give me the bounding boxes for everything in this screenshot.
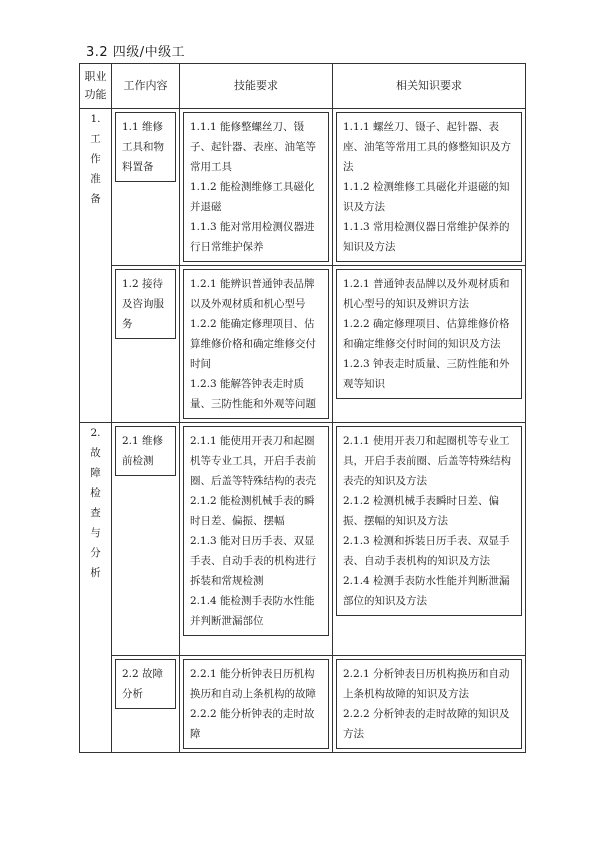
requirements-table	[79, 63, 526, 753]
skill-item: 2.1.4 能检测手表防水性能并判断泄漏部位	[190, 595, 315, 627]
knowledge-item: 2.1.3 检测和拆装日历手表、双显手表、自动手表机构的知识及方法	[343, 535, 510, 567]
skill-item: 1.1.2 能检测维修工具磁化并退磁	[190, 181, 315, 213]
content-label: 2.1 维修前检测	[115, 426, 176, 476]
header-function: 职业 功能	[80, 64, 112, 109]
skill-item: 2.2.2 能分析钟表的走时故障	[190, 708, 315, 740]
header-content: 工作内容	[112, 64, 180, 109]
knowledge-item: 1.1.2 检测维修工具磁化并退磁的知识及方法	[343, 181, 510, 213]
knowledge-cell	[333, 656, 526, 753]
content-cell	[112, 423, 180, 656]
skill-cell	[180, 656, 333, 753]
knowledge-cell	[333, 423, 526, 656]
skill-item: 2.1.1 能使用开表刀和起圈机等专业工具，开启手表前圈、后盖等特殊结构的表壳	[190, 435, 316, 487]
function-label: 2. 故障检查与分析	[90, 427, 101, 579]
table-row	[80, 656, 526, 753]
knowledge-item: 2.1.1 使用开表刀和起圈机等专业工具，开启手表前圈、后盖等特殊结构表壳的知识及方法	[343, 435, 511, 487]
skill-item: 1.2.3 能解答钟表走时质量、三防性能和外观等问题	[190, 378, 316, 410]
skill-cell	[180, 266, 333, 423]
table-row	[80, 423, 526, 656]
knowledge-item: 1.1.3 常用检测仪器日常维护保养的知识及方法	[343, 221, 510, 253]
knowledge-item: 1.2.1 普通钟表品牌以及外观材质和机心型号的知识及辨识方法	[343, 278, 510, 310]
function-label: 1. 工作准备	[90, 113, 101, 205]
skill-cell	[180, 109, 333, 266]
content-cell	[112, 109, 180, 266]
skill-item: 2.1.3 能对日历手表、双显手表、自动手表的机构进行拆装和常规检测	[190, 535, 316, 587]
knowledge-item: 2.2.1 分析钟表日历机构换历和自动上条机构故障的知识及方法	[343, 668, 510, 700]
knowledge-cell	[333, 109, 526, 266]
table-row	[80, 109, 526, 266]
section-title: 3.2 四级/中级工	[86, 45, 186, 60]
skill-item: 2.1.2 能检测机械手表的瞬时日差、偏振、摆幅	[190, 495, 315, 527]
knowledge-item: 2.1.4 检测手表防水性能并判断泄漏部位的知识及方法	[343, 575, 510, 607]
knowledge-item: 2.1.2 检测机械手表瞬时日差、偏振、摆幅的知识及方法	[343, 495, 500, 527]
knowledge-item: 1.2.2 确定修理项目、估算维修价格和确定维修交付时间的知识及方法	[343, 318, 510, 350]
knowledge-cell	[333, 266, 526, 423]
knowledge-item: 2.2.2 分析钟表的走时故障的知识及方法	[343, 708, 510, 740]
content-label: 2.2 故障分析	[115, 659, 176, 709]
content-label: 1.1 维修工具和物料置备	[115, 112, 176, 182]
header-skill: 技能要求	[180, 64, 333, 109]
skill-item: 1.1.1 能修整螺丝刀、镊子、起针器、表座、油笔等常用工具	[190, 121, 316, 173]
knowledge-item: 1.1.1 螺丝刀、镊子、起针器、表座、油笔等常用工具的修整知识及方法	[343, 121, 511, 173]
content-label: 1.2 接待及咨询服务	[115, 269, 176, 339]
skill-item: 1.1.3 能对常用检测仪器进行日常维护保养	[190, 221, 315, 253]
content-cell	[112, 656, 180, 753]
table-row	[80, 266, 526, 423]
function-cell	[80, 423, 112, 753]
skill-item: 1.2.1 能辨识普通钟表品牌以及外观材质和机心型号	[190, 278, 315, 310]
content-cell	[112, 266, 180, 423]
table-header-row	[80, 64, 526, 109]
skill-item: 1.2.2 能确定修理项目、估算维修价格和确定维修交付时间	[190, 318, 316, 370]
skill-item: 2.2.1 能分析钟表日历机构换历和自动上条机构的故障	[190, 668, 316, 700]
knowledge-item: 1.2.3 钟表走时质量、三防性能和外观等知识	[343, 358, 510, 390]
function-cell	[80, 109, 112, 423]
skill-cell	[180, 423, 333, 656]
header-knowledge: 相关知识要求	[333, 64, 526, 109]
